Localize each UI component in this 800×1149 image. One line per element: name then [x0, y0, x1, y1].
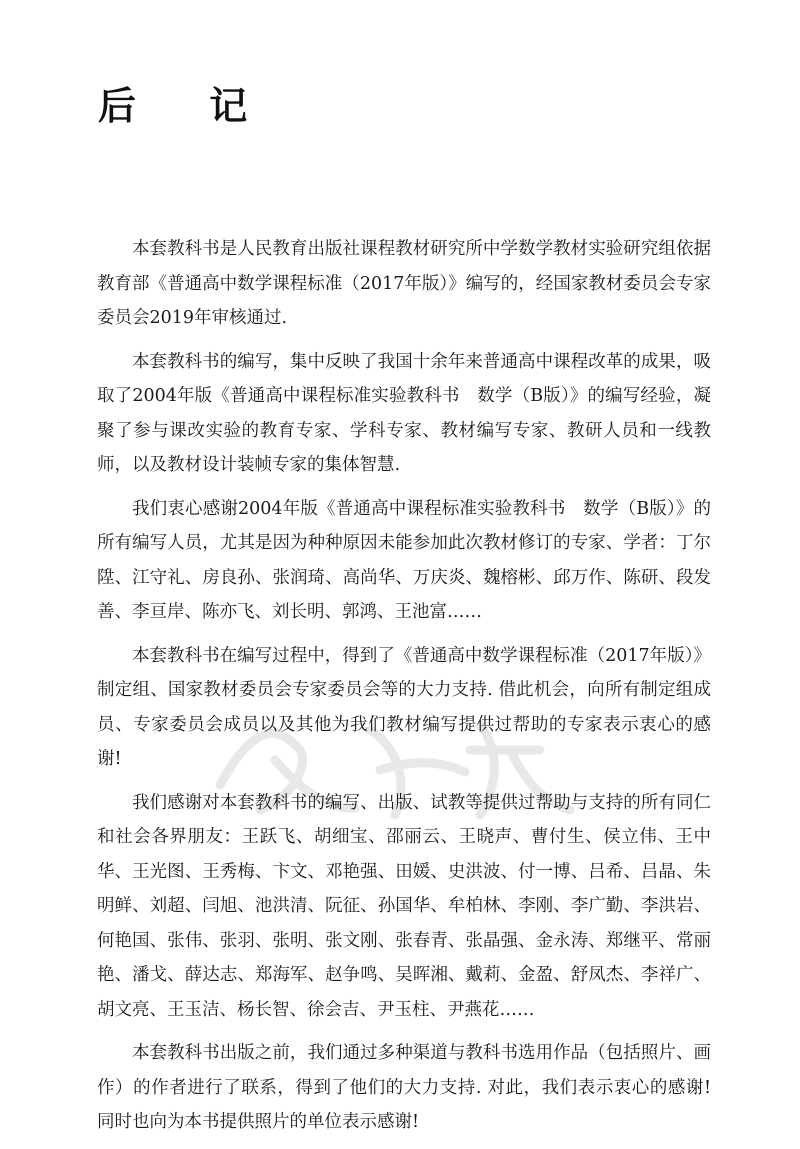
- paragraph: 我们衷心感谢2004年版《普通高中课程标准实验教科书 数学（B版）》的所有编写人员，尤其是因为种种原因未能参加此次教材修订的专家、学者：丁尔陞、江守礼、房良孙、张润琦、高尚华、万庆炎、魏榕彬、邱万作、陈研、段发善、李亘岸、陈亦飞、刘长明、郭鸿、王池富……: [97, 498, 711, 622]
- paragraph: 本套教科书出版之前，我们通过多种渠道与教科书选用作品（包括照片、画作）的作者进行了联系，得到了他们的大力支持. 对此，我们表示衷心的感谢! 同时也向为本书提供照片的单位表示感谢!: [97, 1043, 711, 1132]
- paragraph: 本套教科书是人民教育出版社课程教材研究所中学数学教材实验研究组依据教育部《普通高中数学课程标准（2017年版）》编写的，经国家教材委员会专家委员会2019年审核通过.: [97, 239, 711, 328]
- page-title: 后 记: [98, 84, 278, 128]
- afterword-body: [97, 232, 711, 1149]
- paragraph: 我们感谢对本套教科书的编写、出版、试教等提供过帮助与支持的所有同仁和社会各界朋友：王跃飞、胡细宝、邵丽云、王晓声、曹付生、侯立伟、王中华、王光图、王秀梅、卞文、邓艳强、田媛、史洪波、付一博、吕希、吕晶、朱明鲜、刘超、闫旭、池洪清、阮征、孙国华、牟柏林、李刚、李广勤、李洪岩、何艳国、张伟、张羽、张明、张文刚、张春青、张晶强、金永涛、郑继平、常丽艳、潘戈、薛达志、郑海军、赵争鸣、吴晖湘、戴莉、金盈、舒凤杰、李祥广、胡文亮、王玉洁、杨长智、徐会吉、尹玉柱、尹燕花……: [97, 792, 711, 1020]
- paragraph: 本套教科书的编写，集中反映了我国十余年来普通高中课程改革的成果，吸取了2004年版《普通高中课程标准实验教科书 数学（B版）》的编写经验，凝聚了参与课改实验的教育专家、学科专家、教材编写专家、教研人员和一线教师，以及教材设计装帧专家的集体智慧.: [97, 351, 711, 475]
- paragraph: 本套教科书在编写过程中，得到了《普通高中数学课程标准（2017年版）》制定组、国家教材委员会专家委员会等的大力支持. 借此机会，向所有制定组成员、专家委员会成员以及其他为我们教材编写提供过帮助的专家表示衷心的感谢!: [97, 645, 711, 769]
